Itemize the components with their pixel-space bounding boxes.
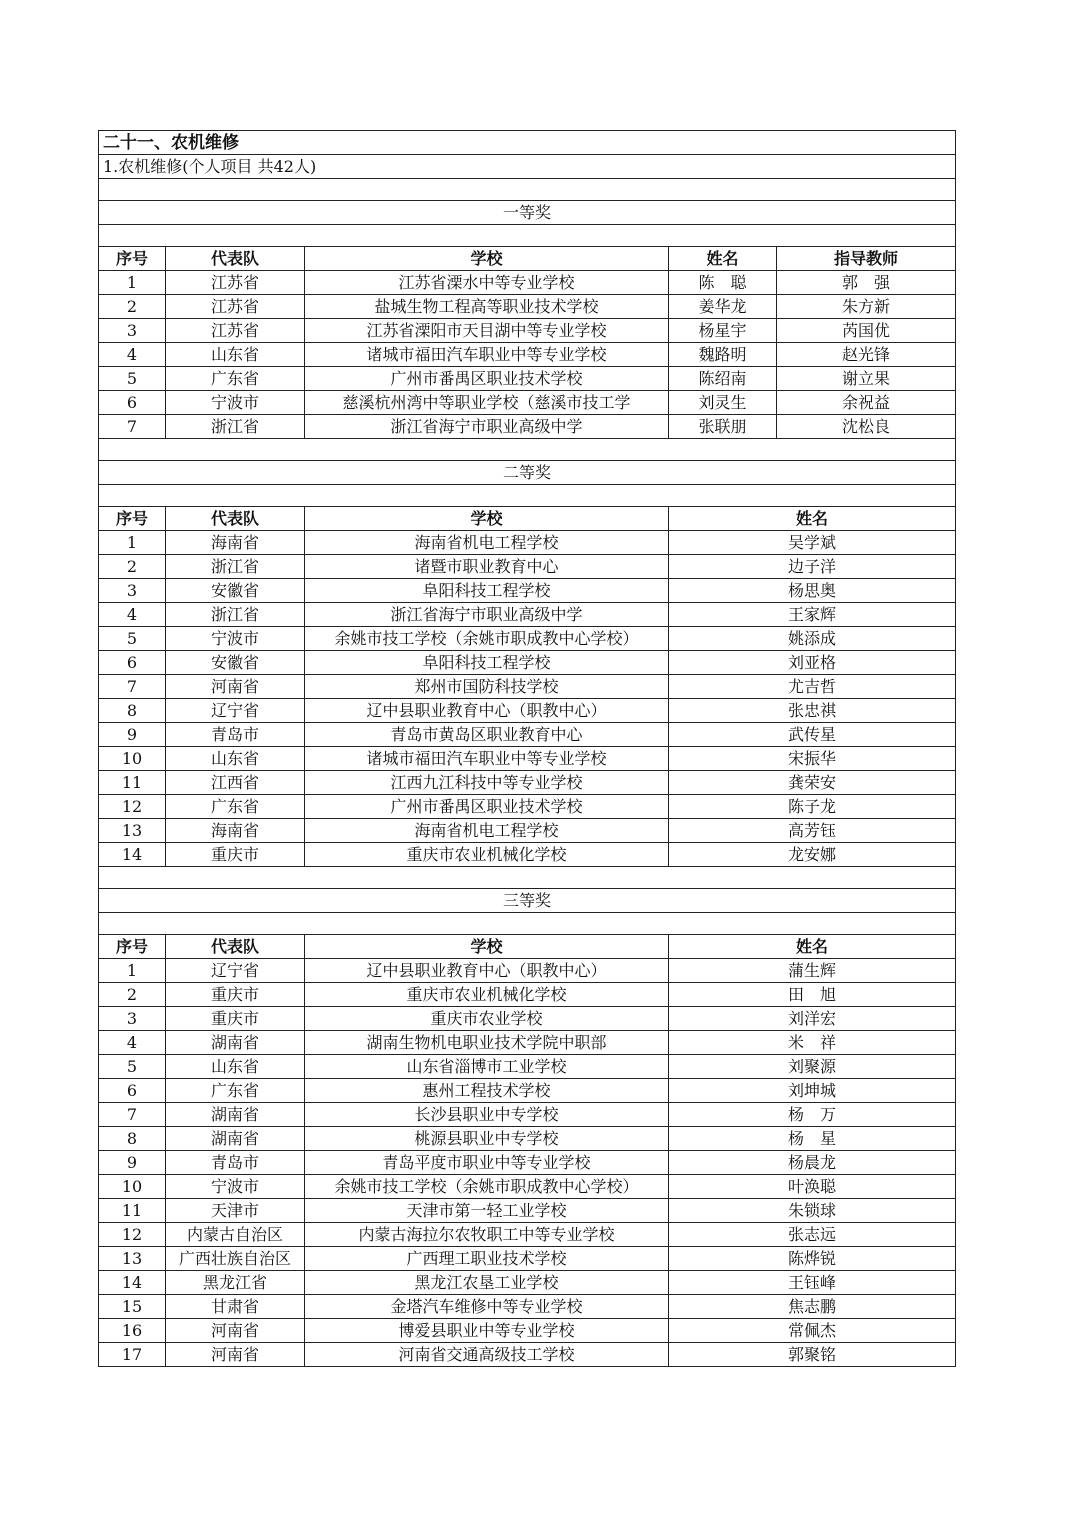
row-school: 海南省机电工程学校	[305, 819, 669, 843]
section-title-row	[99, 131, 956, 155]
table-row	[99, 1295, 956, 1319]
row-index: 10	[99, 1175, 166, 1199]
row-team: 甘肃省	[166, 1295, 305, 1319]
row-name: 焦志鹏	[669, 1295, 956, 1319]
row-team: 重庆市	[166, 1007, 305, 1031]
row-team: 宁波市	[166, 627, 305, 651]
row-team: 辽宁省	[166, 959, 305, 983]
row-name: 王家辉	[669, 603, 956, 627]
row-team: 重庆市	[166, 843, 305, 867]
row-school: 阜阳科技工程学校	[305, 651, 669, 675]
blank-row	[99, 225, 956, 247]
table-row	[99, 367, 956, 391]
row-index: 1	[99, 531, 166, 555]
table-row	[99, 271, 956, 295]
section-title: 二十一、农机维修	[99, 131, 956, 155]
row-index: 7	[99, 675, 166, 699]
row-index: 2	[99, 983, 166, 1007]
subsection-title-row	[99, 155, 956, 179]
row-school: 阜阳科技工程学校	[305, 579, 669, 603]
row-team: 广东省	[166, 367, 305, 391]
row-school: 浙江省海宁市职业高级中学	[305, 415, 669, 439]
row-school: 天津市第一轻工业学校	[305, 1199, 669, 1223]
row-team: 广东省	[166, 1079, 305, 1103]
row-school: 青岛市黄岛区职业教育中心	[305, 723, 669, 747]
row-name: 张联朋	[669, 415, 777, 439]
table-row	[99, 603, 956, 627]
row-name: 龚荣安	[669, 771, 956, 795]
row-index: 6	[99, 391, 166, 415]
row-school: 长沙县职业中专学校	[305, 1103, 669, 1127]
blank-row	[99, 485, 956, 507]
row-name: 杨星宇	[669, 319, 777, 343]
row-school: 山东省淄博市工业学校	[305, 1055, 669, 1079]
table-row	[99, 531, 956, 555]
row-team: 江苏省	[166, 295, 305, 319]
table-row	[99, 1175, 956, 1199]
row-school: 重庆市农业学校	[305, 1007, 669, 1031]
table-row	[99, 579, 956, 603]
blank-row	[99, 179, 956, 201]
blank-row	[99, 867, 956, 889]
row-school: 惠州工程技术学校	[305, 1079, 669, 1103]
table-row	[99, 415, 956, 439]
row-name: 龙安娜	[669, 843, 956, 867]
table-row	[99, 843, 956, 867]
row-team: 海南省	[166, 531, 305, 555]
row-team: 广西壮族自治区	[166, 1247, 305, 1271]
table-row	[99, 795, 956, 819]
row-index: 5	[99, 367, 166, 391]
row-name: 刘坤城	[669, 1079, 956, 1103]
row-team: 浙江省	[166, 603, 305, 627]
table-row	[99, 771, 956, 795]
row-name: 高芳钰	[669, 819, 956, 843]
row-school: 辽中县职业教育中心（职教中心）	[305, 959, 669, 983]
row-name: 朱锁球	[669, 1199, 956, 1223]
row-school: 辽中县职业教育中心（职教中心）	[305, 699, 669, 723]
row-index: 8	[99, 699, 166, 723]
table-row	[99, 295, 956, 319]
row-school: 诸城市福田汽车职业中等专业学校	[305, 343, 669, 367]
row-school: 诸暨市职业教育中心	[305, 555, 669, 579]
row-name: 张志远	[669, 1223, 956, 1247]
row-index: 6	[99, 651, 166, 675]
row-school: 江西九江科技中等专业学校	[305, 771, 669, 795]
row-team: 湖南省	[166, 1127, 305, 1151]
row-index: 5	[99, 1055, 166, 1079]
row-school: 盐城生物工程高等职业技术学校	[305, 295, 669, 319]
row-school: 广州市番禺区职业技术学校	[305, 795, 669, 819]
row-name: 陈子龙	[669, 795, 956, 819]
row-index: 6	[99, 1079, 166, 1103]
header-team: 代表队	[166, 507, 305, 531]
table-row	[99, 1055, 956, 1079]
second-prize-label-row	[99, 461, 956, 485]
row-instructor: 谢立果	[777, 367, 956, 391]
first-prize-header-row	[99, 247, 956, 271]
row-school: 黑龙江农垦工业学校	[305, 1271, 669, 1295]
row-index: 8	[99, 1127, 166, 1151]
table-row	[99, 1103, 956, 1127]
subsection-title: 1.农机维修(个人项目 共42人)	[99, 155, 956, 179]
row-team: 浙江省	[166, 415, 305, 439]
row-team: 山东省	[166, 747, 305, 771]
header-team: 代表队	[166, 935, 305, 959]
header-name: 姓名	[669, 247, 777, 271]
table-row	[99, 391, 956, 415]
row-index: 17	[99, 1343, 166, 1367]
row-name: 武传星	[669, 723, 956, 747]
row-index: 10	[99, 747, 166, 771]
row-school: 浙江省海宁市职业高级中学	[305, 603, 669, 627]
table-row	[99, 319, 956, 343]
row-school: 江苏省溧阳市天目湖中等专业学校	[305, 319, 669, 343]
row-instructor: 余祝益	[777, 391, 956, 415]
row-instructor: 芮国优	[777, 319, 956, 343]
header-name: 姓名	[669, 507, 956, 531]
table-row	[99, 983, 956, 1007]
table-row	[99, 1343, 956, 1367]
row-team: 安徽省	[166, 651, 305, 675]
row-index: 11	[99, 771, 166, 795]
row-team: 江苏省	[166, 319, 305, 343]
table-row	[99, 1271, 956, 1295]
row-index: 14	[99, 1271, 166, 1295]
row-name: 刘聚源	[669, 1055, 956, 1079]
award-table-body	[99, 131, 956, 1367]
row-team: 内蒙古自治区	[166, 1223, 305, 1247]
table-row	[99, 747, 956, 771]
third-prize-header-row	[99, 935, 956, 959]
row-index: 4	[99, 343, 166, 367]
second-prize-header-row	[99, 507, 956, 531]
row-school: 金塔汽车维修中等专业学校	[305, 1295, 669, 1319]
row-school: 海南省机电工程学校	[305, 531, 669, 555]
table-row	[99, 1151, 956, 1175]
row-team: 湖南省	[166, 1031, 305, 1055]
row-index: 13	[99, 819, 166, 843]
table-row	[99, 1007, 956, 1031]
row-team: 黑龙江省	[166, 1271, 305, 1295]
row-name: 姚添成	[669, 627, 956, 651]
row-school: 广西理工职业技术学校	[305, 1247, 669, 1271]
row-name: 杨 星	[669, 1127, 956, 1151]
row-index: 12	[99, 1223, 166, 1247]
row-name: 陈烨锐	[669, 1247, 956, 1271]
third-prize-label: 三等奖	[99, 889, 956, 913]
row-index: 5	[99, 627, 166, 651]
row-name: 刘灵生	[669, 391, 777, 415]
row-school: 诸城市福田汽车职业中等专业学校	[305, 747, 669, 771]
row-school: 重庆市农业机械化学校	[305, 983, 669, 1007]
row-name: 杨 万	[669, 1103, 956, 1127]
table-row	[99, 627, 956, 651]
row-index: 12	[99, 795, 166, 819]
row-index: 16	[99, 1319, 166, 1343]
row-name: 田 旭	[669, 983, 956, 1007]
row-name: 王钰峰	[669, 1271, 956, 1295]
row-team: 山东省	[166, 1055, 305, 1079]
row-team: 海南省	[166, 819, 305, 843]
row-name: 杨思奥	[669, 579, 956, 603]
table-row	[99, 555, 956, 579]
row-team: 辽宁省	[166, 699, 305, 723]
header-index: 序号	[99, 935, 166, 959]
row-school: 广州市番禺区职业技术学校	[305, 367, 669, 391]
table-row	[99, 699, 956, 723]
row-instructor: 郭 强	[777, 271, 956, 295]
row-school: 余姚市技工学校（余姚市职成教中心学校）	[305, 1175, 669, 1199]
row-team: 广东省	[166, 795, 305, 819]
table-row	[99, 723, 956, 747]
table-row	[99, 1247, 956, 1271]
row-team: 宁波市	[166, 391, 305, 415]
row-school: 青岛平度市职业中等专业学校	[305, 1151, 669, 1175]
row-team: 重庆市	[166, 983, 305, 1007]
row-index: 7	[99, 415, 166, 439]
row-school: 桃源县职业中专学校	[305, 1127, 669, 1151]
row-team: 河南省	[166, 675, 305, 699]
row-name: 陈绍南	[669, 367, 777, 391]
row-instructor: 朱方新	[777, 295, 956, 319]
row-index: 1	[99, 271, 166, 295]
row-name: 吴学斌	[669, 531, 956, 555]
table-row	[99, 959, 956, 983]
row-index: 4	[99, 603, 166, 627]
row-name: 尤吉哲	[669, 675, 956, 699]
table-row	[99, 675, 956, 699]
row-school: 内蒙古海拉尔农牧职工中等专业学校	[305, 1223, 669, 1247]
row-school: 河南省交通高级技工学校	[305, 1343, 669, 1367]
header-school: 学校	[305, 507, 669, 531]
row-instructor: 赵光锋	[777, 343, 956, 367]
row-index: 4	[99, 1031, 166, 1055]
row-school: 郑州市国防科技学校	[305, 675, 669, 699]
row-school: 慈溪杭州湾中等职业学校（慈溪市技工学	[305, 391, 669, 415]
row-school: 余姚市技工学校（余姚市职成教中心学校）	[305, 627, 669, 651]
row-name: 边子洋	[669, 555, 956, 579]
blank-row	[99, 439, 956, 461]
row-index: 3	[99, 579, 166, 603]
row-team: 浙江省	[166, 555, 305, 579]
row-team: 宁波市	[166, 1175, 305, 1199]
blank-row	[99, 913, 956, 935]
award-table	[98, 130, 956, 1367]
row-name: 张忠祺	[669, 699, 956, 723]
row-team: 江苏省	[166, 271, 305, 295]
row-name: 蒲生辉	[669, 959, 956, 983]
row-index: 9	[99, 1151, 166, 1175]
row-team: 江西省	[166, 771, 305, 795]
row-team: 河南省	[166, 1319, 305, 1343]
header-team: 代表队	[166, 247, 305, 271]
award-sheet	[98, 130, 955, 1367]
row-name: 刘亚格	[669, 651, 956, 675]
row-school: 重庆市农业机械化学校	[305, 843, 669, 867]
row-team: 青岛市	[166, 723, 305, 747]
table-row	[99, 343, 956, 367]
table-row	[99, 819, 956, 843]
row-index: 2	[99, 295, 166, 319]
header-instructor: 指导教师	[777, 247, 956, 271]
row-team: 湖南省	[166, 1103, 305, 1127]
row-index: 14	[99, 843, 166, 867]
row-index: 1	[99, 959, 166, 983]
row-name: 陈 聪	[669, 271, 777, 295]
row-name: 宋振华	[669, 747, 956, 771]
row-team: 山东省	[166, 343, 305, 367]
row-index: 11	[99, 1199, 166, 1223]
header-index: 序号	[99, 247, 166, 271]
row-team: 天津市	[166, 1199, 305, 1223]
row-index: 13	[99, 1247, 166, 1271]
row-index: 2	[99, 555, 166, 579]
row-school: 江苏省溧水中等专业学校	[305, 271, 669, 295]
row-school: 博爱县职业中等专业学校	[305, 1319, 669, 1343]
header-school: 学校	[305, 935, 669, 959]
table-row	[99, 1031, 956, 1055]
table-row	[99, 1223, 956, 1247]
first-prize-label: 一等奖	[99, 201, 956, 225]
header-school: 学校	[305, 247, 669, 271]
table-row	[99, 1079, 956, 1103]
row-name: 刘洋宏	[669, 1007, 956, 1031]
row-name: 魏路明	[669, 343, 777, 367]
row-team: 河南省	[166, 1343, 305, 1367]
header-index: 序号	[99, 507, 166, 531]
first-prize-label-row	[99, 201, 956, 225]
table-row	[99, 651, 956, 675]
row-team: 安徽省	[166, 579, 305, 603]
row-team: 青岛市	[166, 1151, 305, 1175]
row-school: 湖南生物机电职业技术学院中职部	[305, 1031, 669, 1055]
row-name: 米 祥	[669, 1031, 956, 1055]
table-row	[99, 1319, 956, 1343]
third-prize-label-row	[99, 889, 956, 913]
row-name: 常佩杰	[669, 1319, 956, 1343]
row-name: 叶涣聪	[669, 1175, 956, 1199]
table-row	[99, 1127, 956, 1151]
row-name: 杨晨龙	[669, 1151, 956, 1175]
row-name: 姜华龙	[669, 295, 777, 319]
table-row	[99, 1199, 956, 1223]
row-index: 3	[99, 1007, 166, 1031]
row-index: 7	[99, 1103, 166, 1127]
row-index: 3	[99, 319, 166, 343]
second-prize-label: 二等奖	[99, 461, 956, 485]
row-index: 15	[99, 1295, 166, 1319]
row-index: 9	[99, 723, 166, 747]
header-name: 姓名	[669, 935, 956, 959]
row-instructor: 沈松良	[777, 415, 956, 439]
row-name: 郭聚铭	[669, 1343, 956, 1367]
